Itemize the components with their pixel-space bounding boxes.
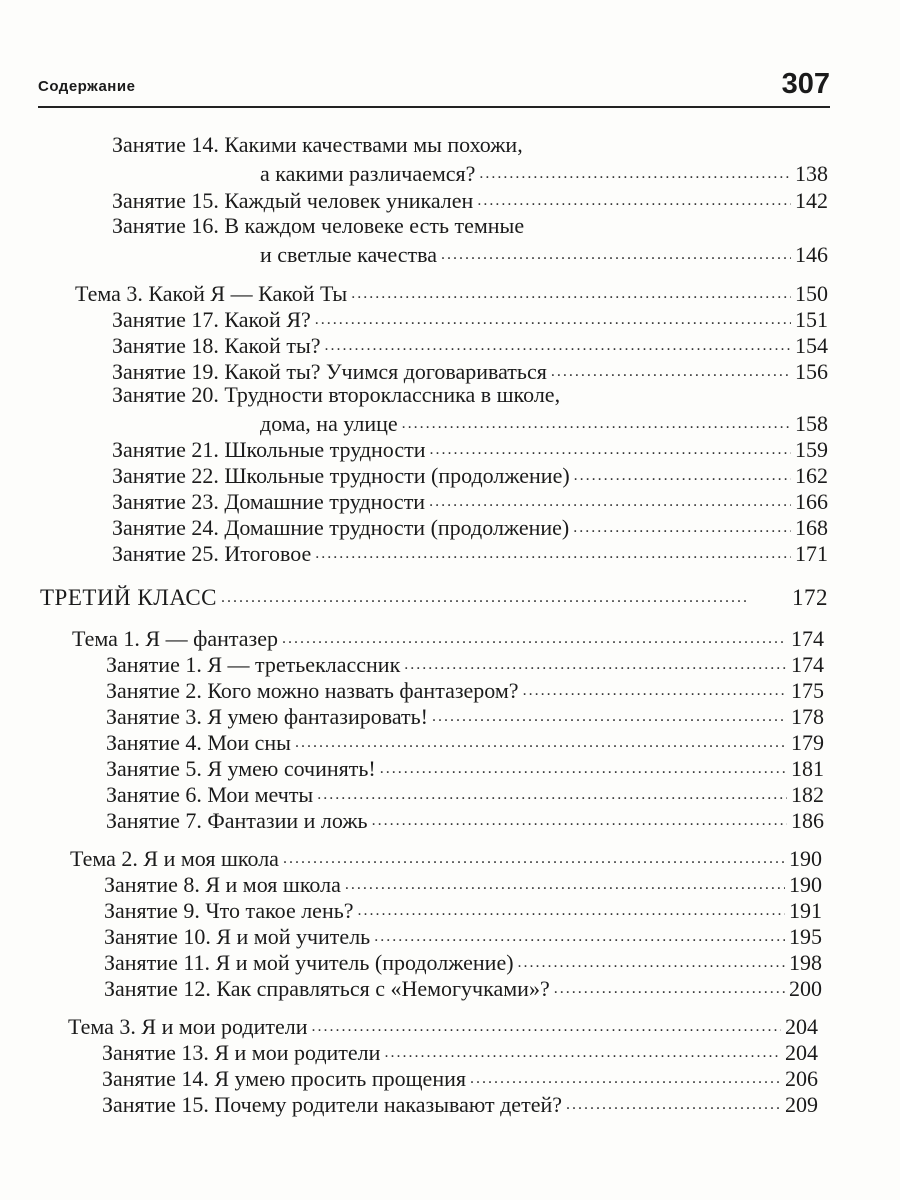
toc-entry-label: Занятие 5. Я умею сочинять! <box>106 756 376 781</box>
toc-entry[interactable] <box>260 158 828 187</box>
toc-entry[interactable] <box>260 408 828 437</box>
toc-entry[interactable] <box>104 947 822 976</box>
leader-dots <box>402 408 791 437</box>
toc-entry[interactable] <box>104 869 822 898</box>
toc-entry[interactable] <box>104 921 822 950</box>
toc-entry[interactable] <box>104 895 822 924</box>
leader-dots <box>351 278 791 307</box>
toc-entry[interactable] <box>102 1089 818 1118</box>
leader-dots <box>282 623 787 652</box>
leader-dots <box>345 869 785 898</box>
toc-page-number: 200 <box>789 976 822 1001</box>
toc-page-number: 166 <box>795 489 828 514</box>
toc-entry[interactable] <box>112 304 828 333</box>
toc-page-number: 154 <box>795 333 828 358</box>
toc-page-number: 204 <box>785 1014 818 1039</box>
toc-page-number: 179 <box>791 730 824 755</box>
toc-entry[interactable] <box>112 486 828 515</box>
toc-entry-line: Занятие 14. Какими качествами мы похожи, <box>112 132 523 157</box>
toc-page-number: 190 <box>789 846 822 871</box>
toc-page-number: 190 <box>789 872 822 897</box>
toc-page-number: 172 <box>792 585 828 610</box>
toc-page-number: 181 <box>791 756 824 781</box>
toc-page-number: 159 <box>795 437 828 462</box>
toc-page-number: 174 <box>791 652 824 677</box>
leader-dots <box>324 330 791 359</box>
toc-entry[interactable] <box>106 753 824 782</box>
leader-dots <box>566 1089 781 1118</box>
toc-entry[interactable] <box>106 779 824 808</box>
toc-entry[interactable] <box>112 434 828 463</box>
leader-dots <box>404 649 787 678</box>
leader-dots <box>317 779 787 808</box>
toc-page-number: 178 <box>791 704 824 729</box>
toc-entry-label: Занятие 15. Почему родители наказывают детей? <box>102 1092 562 1117</box>
leader-dots <box>477 185 791 214</box>
toc-entry-label: дома, на улице <box>260 411 398 436</box>
running-head: Содержание <box>38 78 136 95</box>
toc-page-number: 162 <box>795 463 828 488</box>
toc-entry-label: Занятие 24. Домашние трудности (продолжение) <box>112 515 570 540</box>
toc-entry[interactable] <box>112 538 828 567</box>
toc-entry-label: Занятие 9. Что такое лень? <box>104 898 354 923</box>
leader-dots <box>470 1063 781 1092</box>
toc-entry-label: Занятие 25. Итоговое <box>112 541 312 566</box>
leader-dots <box>441 239 791 268</box>
toc-entry-label: Тема 3. Я и мои родители <box>68 1014 308 1039</box>
toc-entry[interactable] <box>112 512 828 541</box>
toc-entry-label: Занятие 21. Школьные трудности <box>112 437 426 462</box>
toc-entry-label: Занятие 3. Я умею фантазировать! <box>106 704 429 729</box>
leader-dots <box>295 727 787 756</box>
toc-page-number: 209 <box>785 1092 818 1117</box>
toc-part-heading[interactable] <box>40 582 828 611</box>
toc-entry-line: Занятие 20. Трудности второклассника в школе, <box>112 382 561 407</box>
toc-page-number: 146 <box>795 242 828 267</box>
toc-page-number: 174 <box>791 626 824 651</box>
leader-dots <box>430 434 791 463</box>
toc-entry[interactable] <box>102 1063 818 1092</box>
toc-entry-label: и светлые качества <box>260 242 438 267</box>
toc-page-number: 138 <box>795 161 828 186</box>
toc-page-number: 186 <box>791 808 824 833</box>
toc-page-number: 156 <box>795 359 828 384</box>
toc-page-number: 204 <box>785 1040 818 1065</box>
toc-entry[interactable] <box>106 649 824 678</box>
toc-page-number: 158 <box>795 411 828 436</box>
leader-dots <box>554 973 785 1002</box>
toc-topic[interactable] <box>70 843 822 872</box>
toc-entry-label: Занятие 10. Я и мой учитель <box>104 924 371 949</box>
leader-dots <box>573 512 791 541</box>
toc-entry-label: Занятие 18. Какой ты? <box>112 333 321 358</box>
toc-page-number: 195 <box>789 924 822 949</box>
leader-dots <box>479 158 791 187</box>
leader-dots <box>315 304 791 333</box>
toc-entry[interactable] <box>106 805 824 834</box>
toc-page-number: 198 <box>789 950 822 975</box>
toc-entry[interactable] <box>104 973 822 1002</box>
toc-entry-label: Занятие 12. Как справляться с «Немогучками»? <box>104 976 550 1001</box>
toc-entry-label: Занятие 13. Я и мои родители <box>102 1040 381 1065</box>
toc-entry[interactable] <box>112 460 828 489</box>
leader-dots <box>523 675 787 704</box>
toc-entry-label: Тема 3. Какой Я — Какой Ты <box>75 281 348 306</box>
toc-entry[interactable] <box>106 727 824 756</box>
toc-entry-line: Занятие 16. В каждом человеке есть темные <box>112 213 525 238</box>
leader-dots <box>380 753 787 782</box>
leader-dots <box>518 947 785 976</box>
toc-entry-label: Занятие 1. Я — третьеклассник <box>106 652 401 677</box>
toc-entry-label: Занятие 15. Каждый человек уникален <box>112 188 474 213</box>
leader-dots <box>574 460 791 489</box>
toc-entry-label: Занятие 8. Я и моя школа <box>104 872 341 897</box>
leader-dots <box>221 582 788 611</box>
toc-page-number: 175 <box>791 678 824 703</box>
page-number: 307 <box>781 68 830 100</box>
leader-dots <box>283 843 785 872</box>
toc-page-number: 182 <box>791 782 824 807</box>
toc-entry[interactable] <box>102 1037 818 1066</box>
toc-entry-label: Занятие 11. Я и мой учитель (продолжение) <box>104 950 514 975</box>
toc-topic[interactable] <box>72 623 824 652</box>
leader-dots <box>551 356 791 385</box>
toc-page-number: 171 <box>795 541 828 566</box>
toc-entry-label: Занятие 23. Домашние трудности <box>112 489 426 514</box>
toc-page-number: 191 <box>789 898 822 923</box>
toc-entry[interactable] <box>112 185 828 214</box>
leader-dots <box>432 701 787 730</box>
toc-entry-label: Занятие 22. Школьные трудности (продолжение) <box>112 463 570 488</box>
toc-entry-label: Тема 1. Я — фантазер <box>72 626 278 651</box>
toc-page-number: 206 <box>785 1066 818 1091</box>
toc-entry-label: Занятие 2. Кого можно назвать фантазером? <box>106 678 519 703</box>
toc-topic[interactable] <box>75 278 828 307</box>
leader-dots <box>358 895 785 924</box>
toc-entry-label: а какими различаемся? <box>260 161 476 186</box>
leader-dots <box>384 1037 781 1066</box>
toc-entry-label: Тема 2. Я и моя школа <box>70 846 279 871</box>
leader-dots <box>374 921 785 950</box>
toc-entry-label: Занятие 19. Какой ты? Учимся договариваться <box>112 359 547 384</box>
toc-page-number: 142 <box>795 188 828 213</box>
toc-entry-label: Занятие 17. Какой Я? <box>112 307 311 332</box>
toc-entry-label: Занятие 7. Фантазии и ложь <box>106 808 368 833</box>
toc-entry[interactable] <box>106 675 824 704</box>
toc-entry-label: Занятие 6. Мои мечты <box>106 782 314 807</box>
leader-dots <box>372 805 787 834</box>
leader-dots <box>315 538 791 567</box>
toc-page-number: 168 <box>795 515 828 540</box>
toc-entry[interactable] <box>260 239 828 268</box>
leader-dots <box>429 486 791 515</box>
toc-page-number: 151 <box>795 307 828 332</box>
toc-entry[interactable] <box>112 356 828 385</box>
toc-page-number: 150 <box>795 281 828 306</box>
toc-entry-label: Занятие 4. Мои сны <box>106 730 291 755</box>
toc-topic[interactable] <box>68 1011 818 1040</box>
toc-entry[interactable] <box>112 330 828 359</box>
leader-dots <box>312 1011 781 1040</box>
toc-entry[interactable] <box>106 701 824 730</box>
toc-entry-label: ТРЕТИЙ КЛАСС <box>40 585 217 610</box>
toc-entry-label: Занятие 14. Я умею просить прощения <box>102 1066 466 1091</box>
